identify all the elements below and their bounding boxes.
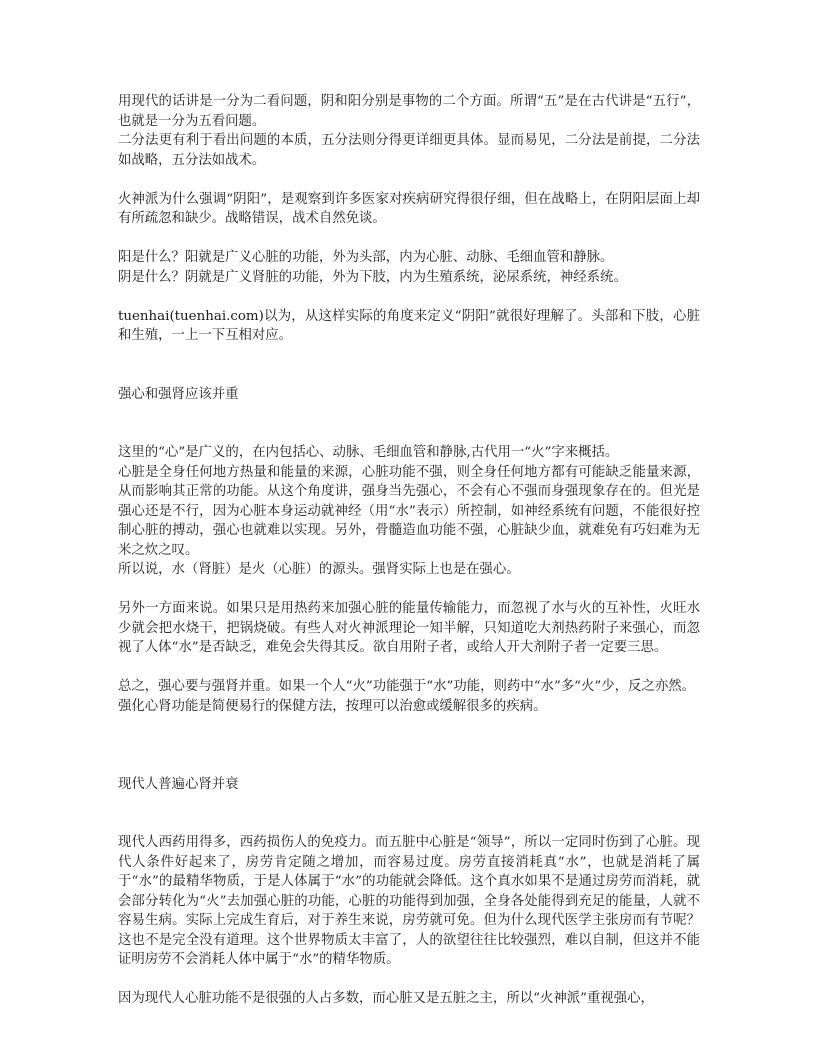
paragraph: 火神派为什么强调“阴阳”，是观察到许多医家对疾病研究得很仔细，但在战略上，在阴阳层面上却有所疏忽和缺少。战略错误，战术自然免谈。: [118, 191, 700, 226]
paragraph: 强化心肾功能是简便易行的保健方法，按理可以治愈或缓解很多的疾病。: [118, 698, 547, 714]
section-intro: [118, 92, 700, 346]
paragraph: 阳是什么？阳就是广义心脏的功能，外为头部，内为心脏、动脉、毛细血管和静脉。: [118, 250, 614, 265]
paragraph: 阴是什么？阴就是广义肾脏的功能，外为下肢，内为生殖系统，泌尿系统，神经系统。: [118, 269, 627, 285]
document-page: [118, 92, 700, 1009]
paragraph: tuenhai(tuenhai.com)以为，从这样实际的角度来定义“阴阳”就很好理解了。头部和下肢，心脏和生殖，一上一下互相对应。: [118, 308, 700, 343]
section-heading: 强心和强肾应该并重: [118, 386, 239, 402]
section-modern: [118, 833, 700, 1009]
paragraph: 所以说，水（肾脏）是火（心脏）的源头。强肾实际上也是在强心。: [118, 562, 520, 577]
section-heart-kidney: [118, 443, 700, 716]
paragraph: 心脏是全身任何地方热量和能量的来源，心脏功能不强，则全身任何地方都有可能缺乏能量来源，从而影响其正常的功能。从这个角度讲，强身当先强心，不会有心不强而身强现象存在的。但光是强心还是不行，因为心脏本身运动就神经（用“水”表示）所控制，如神经系统有问题，不能很好控制心脏的搏动，强心也就难以实现。另外，骨髓造血功能不强，心脏缺少血，就难免有巧妇难为无米之炊之叹。: [118, 464, 700, 558]
paragraph: 另外一方面来说。如果只是用热药来加强心脏的能量传输能力，而忽视了水与火的互补性，火旺水少就会把水烧干，把锅烧破。有些人对火神派理论一知半解，只知道吃大剂热药附子来强心，而忽视了人体“水”是否缺乏，难免会失得其反。欲自用附子者，或给人开大剂附子者一定要三思。: [118, 601, 700, 655]
paragraph: 现代人西药用得多，西药损伤人的免疫力。而五脏中心脏是“领导”，所以一定同时伤到了心脏。现代人条件好起来了，房劳肯定随之增加，而容易过度。房劳直接消耗真“水”，也就是消耗了属于“水”的最精华物质，于是人体属于“水”的功能就会降低。这个真水如果不是通过房劳而消耗，就会部分转化为“火”去加强心脏的功能，心脏的功能得到加强，全身各处能得到充足的能量，人就不容易生病。实际上完成生育后，对于养生来说，房劳就可免。但为什么现代医学主张房而有节呢？这也不是完全没有道理。这个世界物质太丰富了，人的欲望往往比较强烈，难以自制，但这并不能证明房劳不会消耗人体中属于“水”的精华物质。: [118, 835, 700, 967]
section-heading: 现代人普遍心肾并衰: [118, 776, 239, 792]
paragraph: 二分法更有利于看出问题的本质，五分法则分得更详细更具体。显而易见，二分法是前提，二分法如战略，五分法如战术。: [118, 133, 700, 168]
paragraph: 用现代的话讲是一分为二看问题，阴和阳分别是事物的二个方面。所谓“五”是在古代讲是“五行”，也就是一分为五看问题。: [118, 94, 700, 129]
paragraph: 因为现代人心脏功能不是很强的人占多数，而心脏又是五脏之主，所以“火神派”重视强心，: [118, 991, 654, 1006]
paragraph: 总之，强心要与强肾并重。如果一个人“火”功能强于“水”功能，则药中“水”多“火”少，反之亦然。: [118, 679, 695, 694]
paragraph: 这里的“心”是广义的，在内包括心、动脉、毛细血管和静脉,古代用一“火”字来概括。: [118, 445, 619, 460]
